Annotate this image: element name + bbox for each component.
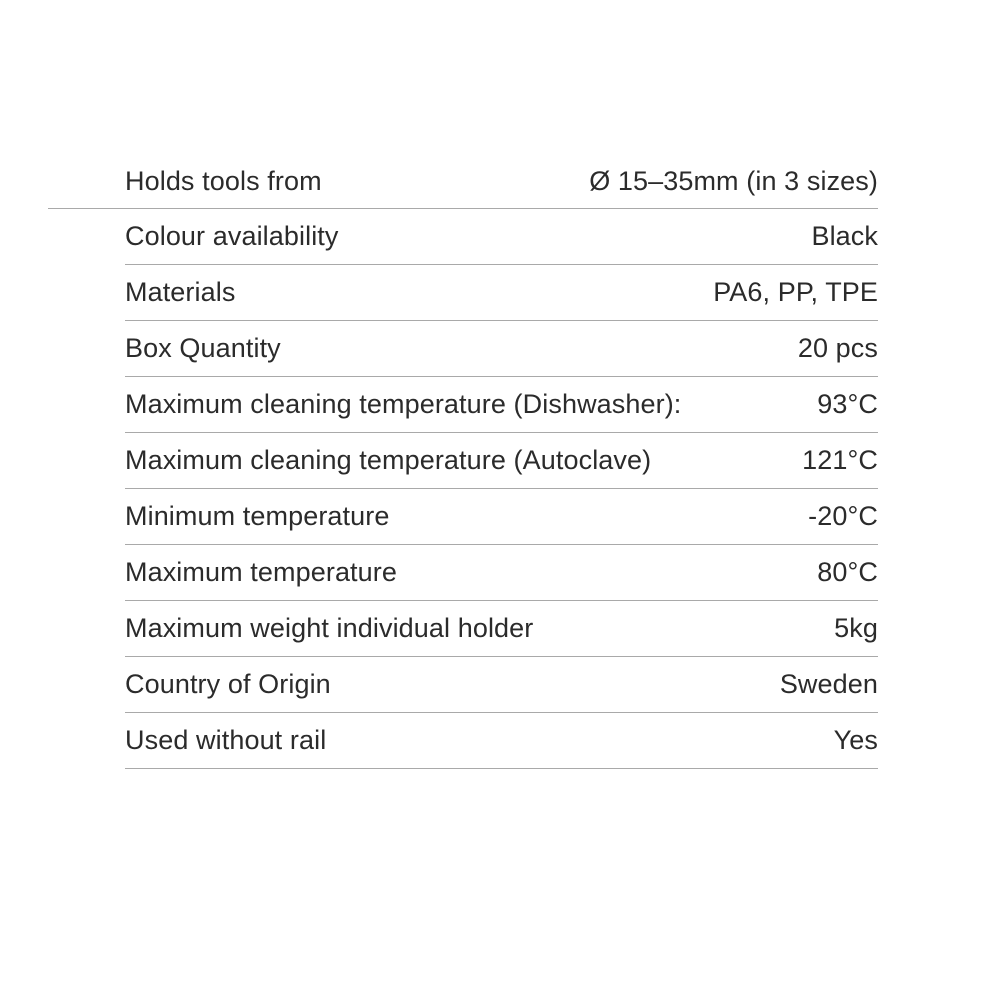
spec-value: 20 pcs: [797, 333, 878, 363]
spec-value: -20°C: [808, 501, 878, 531]
spec-label: Used without rail: [125, 725, 327, 755]
spec-row-holds-tools: [125, 153, 878, 209]
spec-label: Box Quantity: [125, 333, 281, 363]
spec-row-country-of-origin: [125, 657, 878, 713]
spec-value: Black: [811, 221, 878, 251]
spec-value: Ø 15–35mm (in 3 sizes): [589, 165, 878, 196]
spec-value: PA6, PP, TPE: [713, 277, 878, 307]
spec-row-max-temp: [125, 545, 878, 601]
spec-row-box-quantity: [125, 321, 878, 377]
spec-label: Maximum weight individual holder: [125, 613, 534, 643]
spec-row-materials: [125, 265, 878, 321]
spec-label: Materials: [125, 277, 236, 307]
spec-label: Holds tools from: [125, 165, 322, 196]
spec-label: Country of Origin: [125, 669, 331, 699]
spec-value: Sweden: [779, 669, 878, 699]
spec-value: 5kg: [834, 613, 878, 643]
spec-label: Minimum temperature: [125, 501, 390, 531]
spec-row-min-temp: [125, 489, 878, 545]
spec-value: 80°C: [817, 557, 878, 587]
spec-label: Maximum cleaning temperature (Autoclave): [125, 445, 652, 475]
spec-value: 93°C: [817, 389, 878, 419]
spec-row-used-without-rail: [125, 713, 878, 769]
spec-value: 121°C: [802, 445, 878, 475]
spec-label: Maximum temperature: [125, 557, 397, 587]
spec-value: Yes: [833, 725, 878, 755]
spec-label: Colour availability: [125, 221, 339, 251]
spec-label: Maximum cleaning temperature (Dishwasher):: [125, 389, 682, 419]
spec-row-colour: [125, 209, 878, 265]
spec-row-max-autoclave-temp: [125, 433, 878, 489]
specifications-table: [125, 153, 878, 769]
spec-row-max-weight: [125, 601, 878, 657]
spec-row-max-dishwasher-temp: [125, 377, 878, 433]
